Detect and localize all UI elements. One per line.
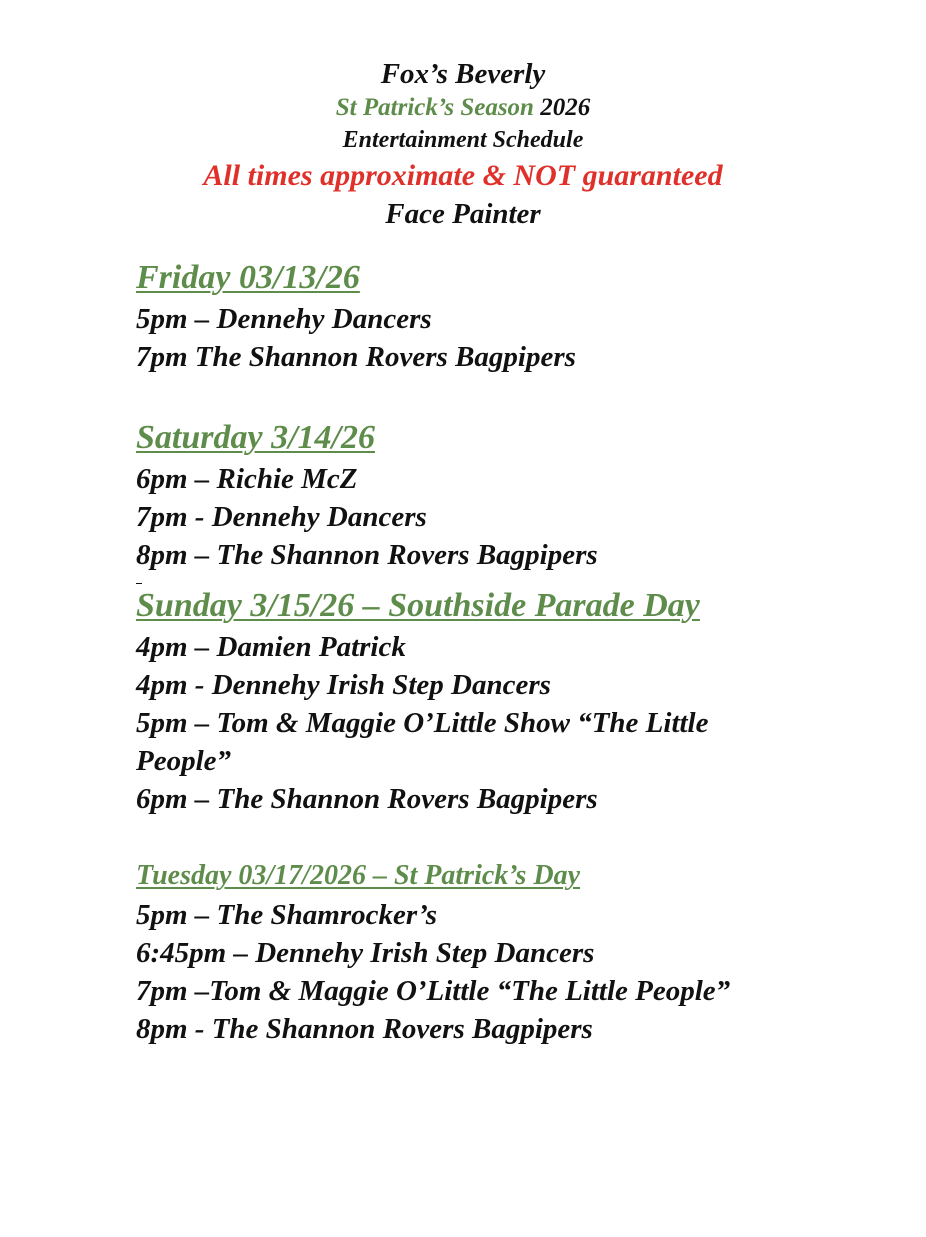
event-item: 6pm – The Shannon Rovers Bagpipers [136,783,598,815]
season-line [0,92,926,124]
schedule-subtitle-text: Entertainment Schedule [342,127,584,153]
spacer [136,376,856,416]
event-item: 7pm The Shannon Rovers Bagpipers [136,341,576,373]
event-item: 6:45pm – Dennehy Irish Step Dancers [136,937,595,969]
day-tuesday [136,856,856,1048]
event-item: 6pm – Richie McZ [136,463,358,495]
face-painter-note: Face Painter [385,198,541,230]
event-item: 7pm –Tom & Maggie O’Little “The Little People” [136,975,731,1007]
season-year: 2026 [540,94,591,121]
event-item: 8pm - The Shannon Rovers Bagpipers [136,1013,593,1045]
event-item: 7pm - Dennehy Dancers [136,501,427,533]
event-item: 5pm – Dennehy Dancers [136,303,432,335]
day-saturday [136,416,856,574]
disclaimer: All times approximate & NOT guaranteed [203,159,723,192]
day-heading: Saturday 3/14/26 [136,419,375,456]
event-item: People” [136,745,232,777]
event-item: 4pm – Damien Patrick [136,631,406,663]
event-item: 5pm – Tom & Maggie O’Little Show “The Little [136,707,709,739]
season-name: St Patrick’s Season [335,94,534,121]
event-item: 5pm – The Shamrocker’s [136,899,438,931]
day-heading: Friday 03/13/26 [136,259,360,296]
schedule-subtitle [0,124,926,157]
venue-title: Fox’s Beverly [380,58,546,90]
day-heading: Tuesday 03/17/2026 – St Patrick’s Day [136,860,581,891]
day-heading: Sunday 3/15/26 – Southside Parade Day [136,587,700,624]
day-sunday [136,584,856,818]
spacer [136,818,856,856]
schedule-list [136,256,856,1048]
event-item: 8pm – The Shannon Rovers Bagpipers [136,539,598,571]
day-friday [136,256,856,376]
event-item: 4pm - Dennehy Irish Step Dancers [136,669,551,701]
header [0,56,926,233]
